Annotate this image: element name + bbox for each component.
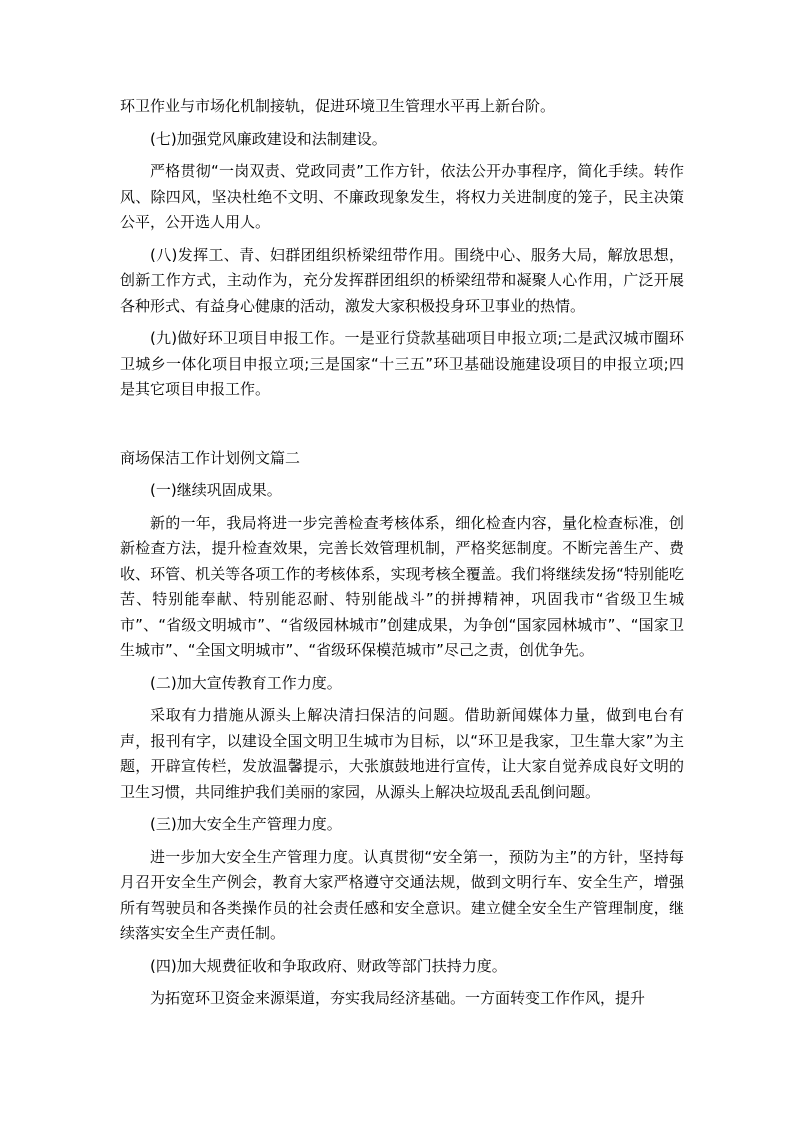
section-title: 商场保洁工作计划例文篇二 bbox=[120, 448, 301, 467]
paragraph: 环卫作业与市场化机制接轨，促进环境卫生管理水平再上新台阶。 bbox=[120, 97, 556, 115]
paragraph: 采取有力措施从源头上解决清扫保洁的问题。借助新闻媒体力量，做到电台有声，报刊有字，以建设全国文明卫生城市为目标，以“环卫是我家，卫生靠大家”为主题，开辟宣传栏，发放温馨提示，大张旗鼓地进行宣传，让大家自觉养成良好文明的卫生习惯，共同维护我们美丽的家园，从源头上解决垃圾乱丢乱倒问题。 bbox=[120, 706, 684, 801]
paragraph: 严格贯彻“一岗双责、党政同责”工作方针，依法公开办事程序，简化手续。转作风、除四风，坚决杜绝不文明、不廉政现象发生，将权力关进制度的笼子，民主决策公平，公开选人用人。 bbox=[120, 162, 684, 231]
heading-one: (一)继续巩固成果。 bbox=[150, 481, 282, 499]
paragraph: (九)做好环卫项目申报工作。一是亚行贷款基础项目申报立项;二是武汉城市圈环卫城乡一体化项目申报立项;三是国家“十三五”环卫基础设施建设项目的申报立项;四是其它项目申报工作。 bbox=[120, 329, 684, 398]
heading-seven: (七)加强党风廉政建设和法制建设。 bbox=[150, 129, 387, 148]
paragraph: (八)发挥工、青、妇群团组织桥梁纽带作用。围绕中心、服务大局，解放思想，创新工作方式，主动作为，充分发挥群团组织的桥梁纽带和凝聚人心作用，广泛开展各种形式、有益身心健康的活动，激发大家积极投身环卫事业的热情。 bbox=[120, 245, 684, 315]
paragraph: 进一步加大安全生产管理力度。认真贯彻“安全第一，预防为主”的方针，坚持每月召开安全生产例会，教育大家严格遵守交通法规，做到文明行车、安全生产，增强所有驾驶员和各类操作员的社会责任感和安全意识。建立健全安全生产管理制度，继续落实安全生产责任制。 bbox=[120, 847, 684, 942]
heading-two: (二)加大宣传教育工作力度。 bbox=[150, 673, 342, 692]
document-body bbox=[120, 94, 684, 1019]
paragraph: 新的一年，我局将进一步完善检查考核体系，细化检查内容，量化检查标准，创新检查方法，提升检查效果，完善长效管理机制，严格奖惩制度。不断完善生产、费收、环管、机关等各项工作的考核体系，实现考核全覆盖。我们将继续发扬“特别能吃苦、特别能奉献、特别能忍耐、特别能战斗”的拼搏精神，巩固我市“省级卫生城市”、“省级文明城市”、“省级园林城市”创建成果，为争创“国家园林城市”、“国家卫生城市”、“全国文明城市”、“省级环保模范城市”尽己之责，创优争先。 bbox=[120, 513, 684, 659]
paragraph: 为拓宽环卫资金来源渠道，夯实我局经济基础。一方面转变工作作风，提升 bbox=[150, 989, 646, 1007]
heading-three: (三)加大安全生产管理力度。 bbox=[150, 815, 342, 833]
heading-four: (四)加大规费征收和争取政府、财政等部门扶持力度。 bbox=[150, 956, 507, 975]
